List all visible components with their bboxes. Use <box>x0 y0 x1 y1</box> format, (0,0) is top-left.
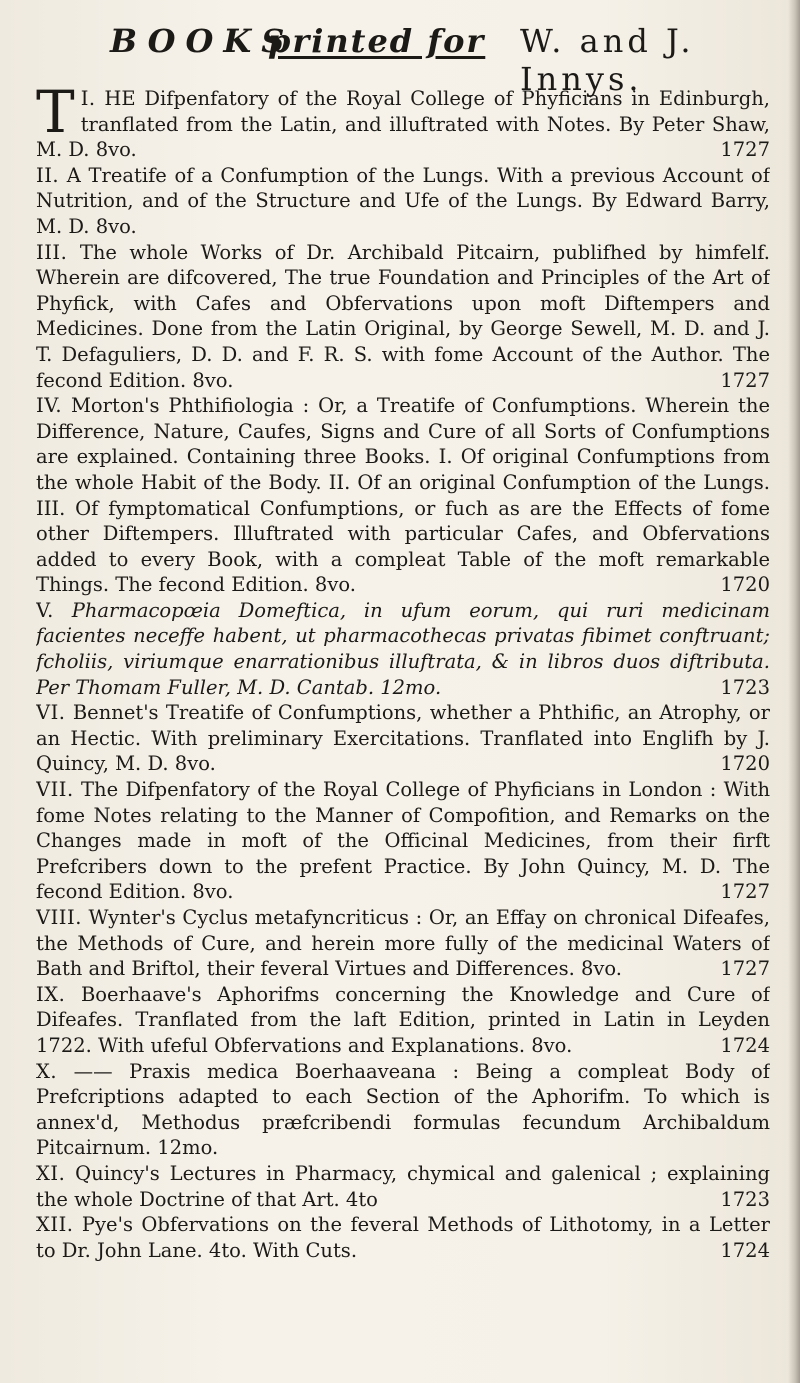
entry-number: X. <box>36 1059 58 1083</box>
page-header <box>0 22 800 98</box>
catalogue-entry <box>36 598 770 700</box>
entry-text: The Difpenfatory of the Royal College of Phyficians in London : With fome Notes relating to the Manner of Compofition, and Remarks on the Changes made in moft of the Officinal Medicines, from their firft Prefcribers down to the prefent Practice. By John Quincy, M. D. The fecond Edition. 8vo. <box>36 778 770 904</box>
entry-number: I. <box>80 87 96 110</box>
catalogue-entry <box>36 905 770 982</box>
catalogue-entry <box>36 982 770 1059</box>
entry-year: 1727 <box>720 880 770 904</box>
entry-text: Wynter's Cyclus metafyncriticus : Or, an Effay on chronical Difeafes, the Methods of Cure, and herein more fully of the medicinal Waters of Bath and Briftol, their feveral Virtues and Differences. 8vo. <box>36 906 770 981</box>
header-publishers: W. and J. Innys. <box>520 22 695 98</box>
entry-text: Pye's Obfervations on the feveral Methods of Lithotomy, in a Letter to Dr. John Lane. 4to. With Cuts. <box>36 1213 770 1262</box>
entry-number: III. <box>36 240 68 264</box>
entry-number: II. <box>36 163 60 187</box>
entry-year: 1720 <box>720 752 770 776</box>
page-edge-shadow <box>788 0 800 1383</box>
entry-number: XII. <box>36 1213 74 1237</box>
entry-year: 1724 <box>720 1238 770 1262</box>
entry-year: 1724 <box>720 1033 770 1057</box>
entry-number: VIII. <box>36 906 82 929</box>
entry-text: A Treatife of a Confumption of the Lungs. With a previous Account of Nutrition, and of the Structure and Ufe of the Lungs. By Edward Barry, M. D. 8vo. <box>36 163 770 238</box>
entry-number: XI. <box>36 1161 66 1185</box>
entry-text: Morton's Phthifiologia : Or, a Treatife of Confumptions. Wherein the Difference, Nature, Caufes, Signs and Cure of all Sorts of Confumptions are explained. Containing three Books. I. Of original Confumptions from the whole Habit of the Body. II. Of an original Confumption of the Lungs. III. Of fymptomatical Confumptions, or fuch as are the Effects of fome other Diftempers. Illuftrated with particular Cafes, and Obfervations added to every Book, with a compleat Table of the moft remarkable Things. The fecond Edition. 8vo. <box>36 394 770 597</box>
catalogue-entry <box>36 86 770 163</box>
entry-text: Bennet's Treatife of Confumptions, whether a Phthific, an Atrophy, or an Hectic. With preliminary Exercitations. Tranflated into Englifh by J. Quincy, M. D. 8vo. <box>36 701 770 776</box>
entry-text: The whole Works of Dr. Archibald Pitcairn, publifhed by himfelf. Wherein are difcovered, The true Foundation and Principles of the Art of Phyfick, with Cafes and Obfervations upon moft Diftempers and Medicines. Done from the Latin Original, by George Sewell, M. D. and J. T. Defaguliers, D. D. and F. R. S. with fome Account of the Author. The fecond Edition. 8vo. <box>36 240 770 392</box>
catalogue-entry <box>36 777 770 905</box>
catalogue-entry <box>36 700 770 777</box>
header-printed-for: printed for <box>268 22 486 60</box>
catalogue-entry <box>36 1161 770 1212</box>
catalogue-list <box>36 86 770 1376</box>
entry-year: 1720 <box>720 573 770 597</box>
entry-year: 1723 <box>720 675 770 699</box>
entry-text: Quincy's Lectures in Pharmacy, chymical and galenical ; explaining the whole Doctrine of that Art. 4to <box>36 1161 770 1211</box>
header-books: BOOKS <box>110 22 295 60</box>
entry-number: IV. <box>36 394 63 418</box>
entry-year: 1727 <box>720 138 770 162</box>
catalogue-entry <box>36 240 770 394</box>
catalogue-entry <box>36 163 770 240</box>
entry-text: Boerhaave's Aphorifms concerning the Knowledge and Cure of Difeafes. Tranflated from the laft Edition, printed in Latin in Leyden 1722. With ufeful Obfervations and Explanations. 8vo. <box>36 982 770 1057</box>
entry-number: IX. <box>36 982 66 1006</box>
entry-text: HE Difpenfatory of the Royal College of Phyficians in Edinburgh, tranflated from the Latin, and illuftrated with Notes. By Peter Shaw, M. D. 8vo. <box>36 87 770 162</box>
catalogue-entry <box>36 1059 770 1161</box>
catalogue-entry <box>36 1212 770 1263</box>
entry-year: 1727 <box>720 368 770 392</box>
drop-cap: T <box>36 86 75 146</box>
entry-number: VII. <box>36 778 74 802</box>
entry-text: Pharmacopœia Domeftica, in ufum eorum, qui ruri medicinam facientes neceffe habent, ut pharmacothecas privatas fibimet conftruant; fcholiis, viriumque enarrationibus illuftrata, & in libros duos diftributa. Per Thomam Fuller, M. D. Cantab. 12mo. <box>36 598 770 699</box>
entry-year: 1723 <box>720 1187 770 1211</box>
catalogue-entry <box>36 393 770 598</box>
entry-year: 1727 <box>720 957 770 981</box>
entry-number: VI. <box>36 701 66 725</box>
entry-number: V. <box>36 598 54 622</box>
entry-text: —— Praxis medica Boerhaaveana : Being a compleat Body of Prefcriptions adapted to each Section of the Aphorifm. To which is annex'd, Methodus præfcribendi formulas fecundum Archibaldum Pitcairnum. 12mo. <box>36 1059 770 1160</box>
